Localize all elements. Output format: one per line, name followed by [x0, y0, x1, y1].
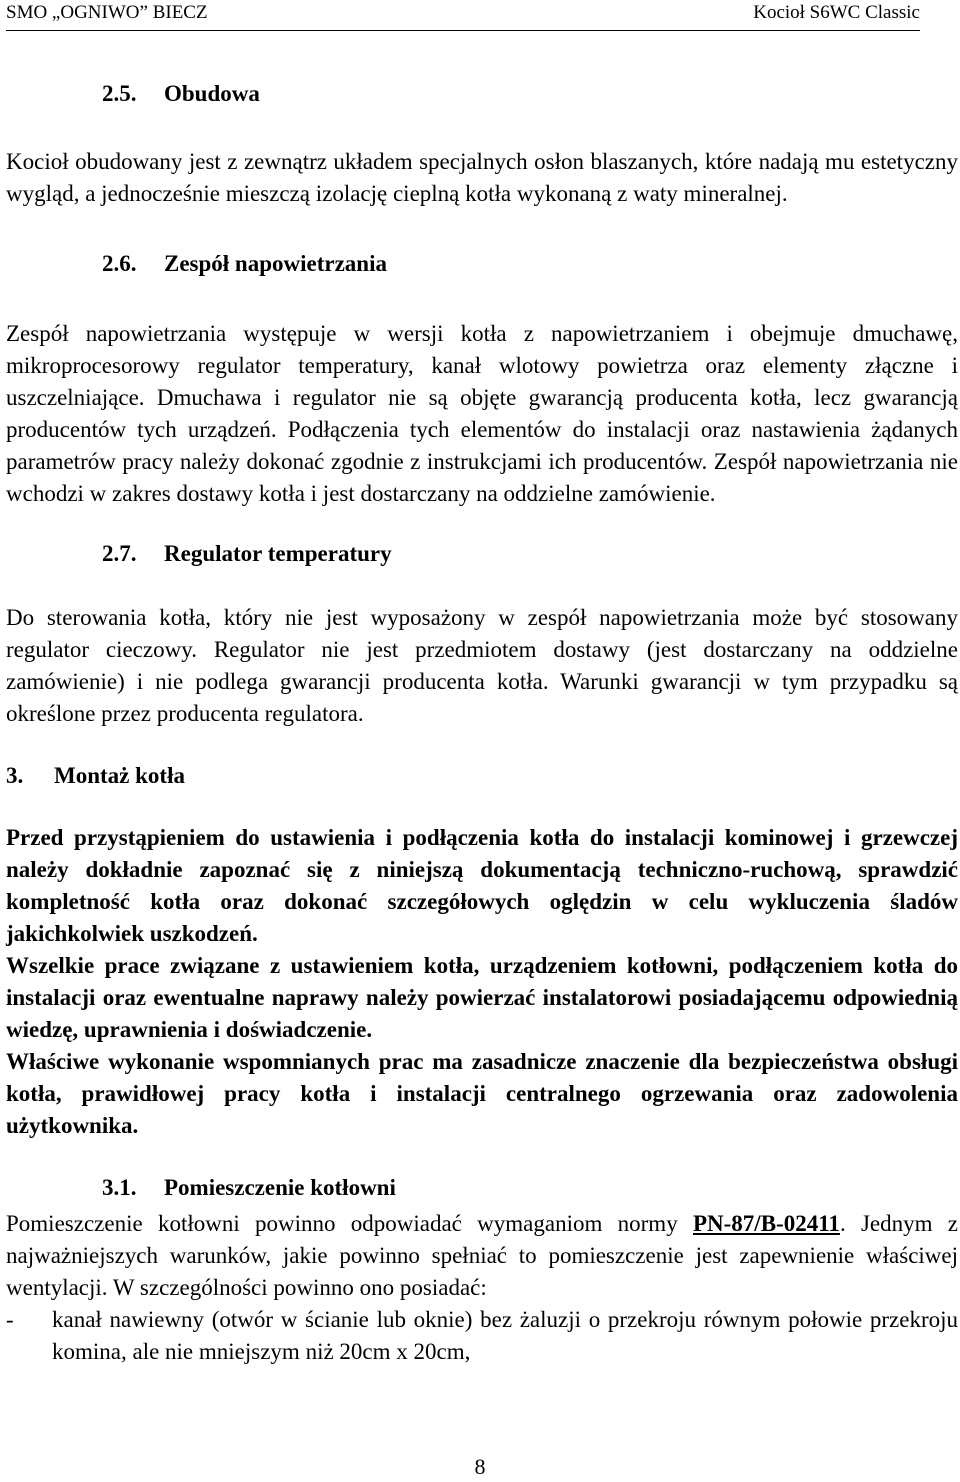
- section-number: 2.5.: [102, 81, 137, 106]
- header-product: Kocioł S6WC Classic: [753, 2, 920, 23]
- ventilation-requirements-list: [6, 1304, 958, 1368]
- list-item-text: kanał nawiewny (otwór w ścianie lub oknie) bez żaluzji o przekroju równym połowie przekroju komina, ale nie mniejszym niż 20cm x 20cm,: [52, 1307, 958, 1364]
- paragraph-zespol-napowietrzania: Zespół napowietrzania występuje w wersji kotła z napowietrzaniem i obejmuje dmuchawę, mikroprocesorowy regulator temperatury, kanał wlotowy powietrza oraz elementy złączne i uszczelniające. Dmuchawa i regulator nie są objęte gwarancją producenta kotła, lecz gwarancją producentów tych urządzeń. Podłączenia tych elementów do instalacji oraz nastawienia żądanych parametrów pracy należy dokonać zgodnie z instrukcjami ich producentów. Zespół napowietrzania nie wchodzi w zakres dostawy kotła i jest dostarczany na oddzielne zamówienie.: [6, 321, 958, 506]
- section-number: 3.1.: [102, 1175, 137, 1200]
- list-dash-marker: -: [6, 1307, 14, 1332]
- page-number: 8: [474, 1454, 486, 1479]
- paragraph-montaz-warning-2: Wszelkie prace związane z ustawieniem kotła, urządzeniem kotłowni, podłączeniem kotła do instalacji oraz ewentualne naprawy należy powierzać instalatorowi posiadającemu odpowiednią wiedzę, uprawnienia i doświadczenie.: [6, 953, 958, 1042]
- ventilation-text: . Jednym z najważniejszych warunków, jakie powinno spełniać to pomieszczenie jest zapewnienie właściwej wentylacji. W szczególności powinno ono posiadać:: [6, 1211, 958, 1300]
- section-number: 2.7.: [102, 541, 137, 566]
- section-heading-2-6: [6, 248, 958, 280]
- section-title: Regulator temperatury: [164, 541, 392, 566]
- section-number: 2.6.: [102, 251, 137, 276]
- section-title: Obudowa: [164, 81, 260, 106]
- section-title: Montaż kotła: [54, 763, 185, 788]
- section-number: 3.: [6, 763, 24, 788]
- section-title: Zespół napowietrzania: [164, 251, 387, 276]
- section-heading-3: [6, 760, 958, 792]
- document-body: [6, 78, 958, 1368]
- norm-intro-text: Pomieszczenie kotłowni powinno odpowiadać wymaganiom normy: [6, 1211, 678, 1236]
- paragraph-regulator-temperatury: Do sterowania kotła, który nie jest wyposażony w zespół napowietrzania może być stosowany regulator cieczowy. Regulator nie jest przedmiotem dostawy (jest dostarczany na oddzielne zamówienie) i nie podlega gwarancji producenta kotła. Warunki gwarancji w tym przypadku są określone przez producenta regulatora.: [6, 605, 958, 726]
- paragraph-montaz-warning-1: Przed przystąpieniem do ustawienia i podłączenia kotła do instalacji kominowej i grzewczej należy dokładnie zapoznać się z niniejszą dokumentacją techniczno-ruchową, sprawdzić kompletność kotła oraz dokonać szczegółowych oględzin w celu wykluczenia śladów jakichkolwiek uszkodzeń.: [6, 825, 958, 946]
- paragraph-montaz-warning-3: Właściwe wykonanie wspomnianych prac ma zasadnicze znaczenie dla bezpieczeństwa obsługi kotła, prawidłowej pracy kotła i instalacji centralnego ogrzewania oraz zadowolenia użytkownika.: [6, 1049, 958, 1138]
- list-item: [6, 1304, 958, 1368]
- section-heading-2-5: [6, 78, 958, 110]
- section-heading-3-1: [6, 1172, 958, 1204]
- page-header: [6, 0, 920, 31]
- section-heading-2-7: [6, 538, 958, 570]
- header-company: SMO „OGNIWO” BIECZ: [6, 2, 208, 23]
- section-title: Pomieszczenie kotłowni: [164, 1175, 396, 1200]
- norm-reference: PN-87/B-02411: [692, 1211, 840, 1236]
- paragraph-pomieszczenie-kotlowni: [6, 1208, 958, 1304]
- paragraph-obudowa: Kocioł obudowany jest z zewnątrz układem specjalnych osłon blaszanych, które nadają mu estetyczny wygląd, a jednocześnie mieszczą izolację cieplną kotła wykonaną z waty mineralnej.: [6, 149, 958, 206]
